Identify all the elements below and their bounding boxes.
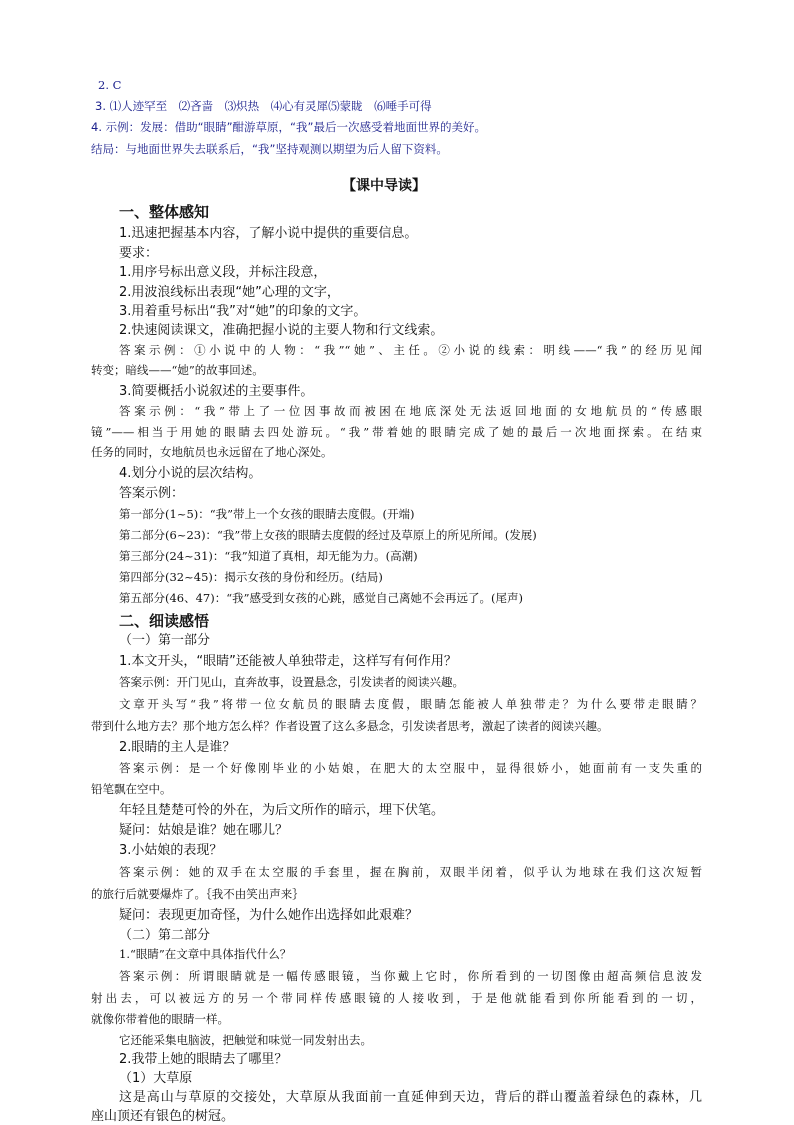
answer-opening-detail-line1: 文章开头写“我”将带一位女航员的眼睛去度假，眼睛怎能被人单独带走？为什么要带走眼睛？ [119, 697, 702, 711]
grassland-text-line1: 这是高山与草原的交接处，大草原从我面前一直延伸到天边，背后的群山覆盖着绿色的森林，几 [119, 1090, 702, 1105]
answer-characters-line1: 答案示例：①小说中的人物：“我”“她”、主任。②小说的线索：明线——“我”的经历见闻 [119, 343, 702, 357]
answer-2: 2. C [98, 78, 122, 92]
answer-owner-line1: 答案示例：是一个好像刚毕业的小姑娘，在肥大的太空服中，显得很娇小，她面前有一支失重的 [119, 761, 702, 775]
answer-eyes-line1: 答案示例：所谓眼睛就是一幅传感眼镜，当你戴上它时，你所看到的一切图像由超高频信息波发 [119, 969, 702, 983]
requirement-3: 3.用着重号标出“我”对“她”的印象的文字。 [119, 304, 367, 319]
answer-opening: 答案示例：开门见山，直奔故事，设置悬念，引发读者的阅读兴趣。 [119, 675, 464, 689]
structure-part-1: 第一部分(1~5)：“我”带上一个女孩的眼睛去度假。(开端) [119, 507, 415, 521]
answer-behavior-line2: 的旅行后就要爆炸了。｛我不由笑出声来｝ [91, 887, 304, 901]
subsection-1: （一）第一部分 [119, 633, 211, 648]
answer-events-line3: 任务的同时，女地航员也永远留在了地心深处。 [91, 445, 333, 459]
task-1: 1.迅速把握基本内容，了解小说中提供的重要信息。 [119, 226, 418, 241]
structure-part-5: 第五部分(46、47)：“我”感受到女孩的心跳，感觉自己离她不会再远了。(尾声) [119, 591, 523, 605]
answer-eyes-extra: 它还能采集电脑波，把触觉和味觉一同发射出去。 [119, 1033, 372, 1047]
subsection-grassland: （1）大草原 [119, 1071, 193, 1086]
heading-overall: 一、整体感知 [119, 203, 210, 221]
structure-part-4: 第四部分(32~45)：揭示女孩的身份和经历。(结局) [119, 570, 383, 584]
foreshadow-note: 年轻且楚楚可怜的外在，为后文所作的暗示，埋下伏笔。 [119, 803, 445, 818]
structure-part-3: 第三部分(24~31)：“我”知道了真相，却无能为力。(高潮) [119, 549, 418, 563]
answer-eyes-line3: 就像你带着他的眼睛一样。 [91, 1012, 229, 1026]
task-4: 4.划分小说的层次结构。 [119, 466, 262, 481]
answer-4: 4. 示例：发展：借助“眼睛”酣游草原，“我”最后一次感受着地面世界的美好。 [91, 120, 486, 134]
doubt-1: 疑问：姑娘是谁？她在哪儿？ [119, 823, 289, 838]
answer-owner-line2: 铅笔飘在空中。 [91, 782, 172, 796]
grassland-text-line2: 座山顶还有银色的树冠。 [91, 1109, 235, 1124]
answer-behavior-line1: 答案示例：她的双手在太空服的手套里，握在胸前，双眼半闭着，似乎认为地球在我们这次短暂 [119, 865, 702, 879]
answer-characters-line2: 转变；暗线——“她”的故事回述。 [91, 363, 264, 377]
question-opening: 1.本文开头，“眼睛”还能被人单独带走，这样写有何作用？ [119, 654, 457, 669]
requirement-1: 1.用序号标出意义段，并标注段意， [119, 265, 327, 280]
structure-answer-label: 答案示例： [119, 486, 185, 501]
answer-opening-detail-line2: 带到什么地方去？那个地方怎么样？作者设置了这么多悬念，引发读者思考，激起了读者的阅读兴趣。 [91, 719, 609, 733]
answer-3: 3. ⑴人迹罕至 ⑵吝啬 ⑶炽热 ⑷心有灵犀⑸蒙眬 ⑹唾手可得 [95, 99, 432, 113]
answer-eyes-line2: 射出去，可以被远方的另一个带同样传感眼镜的人接收到，于是他就能看到你所能看到的一切， [91, 991, 702, 1005]
question-behavior: 3.小姑娘的表现？ [119, 843, 223, 858]
answer-events-line2: 镜”——相当于用她的眼睛去四处游玩。“我”带着她的眼睛完成了她的最后一次地面探索。在结束 [91, 425, 702, 439]
question-where: 2.我带上她的眼睛去了哪里？ [119, 1052, 288, 1067]
requirements-label: 要求： [119, 246, 159, 261]
answer-events-line1: 答案示例：“我”带上了一位因事故而被困在地底深处无法返回地面的女地航员的“传感眼 [119, 404, 702, 418]
subsection-2: （二）第二部分 [119, 928, 211, 943]
doubt-2: 疑问：表现更加奇怪，为什么她作出选择如此艰难？ [119, 908, 419, 923]
question-owner: 2.眼睛的主人是谁？ [119, 740, 236, 755]
answer-4-ending: 结局：与地面世界失去联系后，“我”坚持观测以期望为后人留下资料。 [91, 142, 448, 156]
task-3: 3.简要概括小说叙述的主要事件。 [119, 384, 314, 399]
task-2: 2.快速阅读课文，准确把握小说的主要人物和行文线索。 [119, 323, 444, 338]
question-eyes: 1.“眼睛”在文章中具体指代什么？ [119, 947, 292, 961]
heading-close-reading: 二、细读感悟 [119, 612, 210, 630]
requirement-2: 2.用波浪线标出表现“她”心理的文字， [119, 285, 340, 300]
structure-part-2: 第二部分(6~23)：“我”带上女孩的眼睛去度假的经过及草原上的所见所闻。(发展) [119, 528, 537, 542]
section-title: 【课中导读】 [342, 178, 426, 194]
